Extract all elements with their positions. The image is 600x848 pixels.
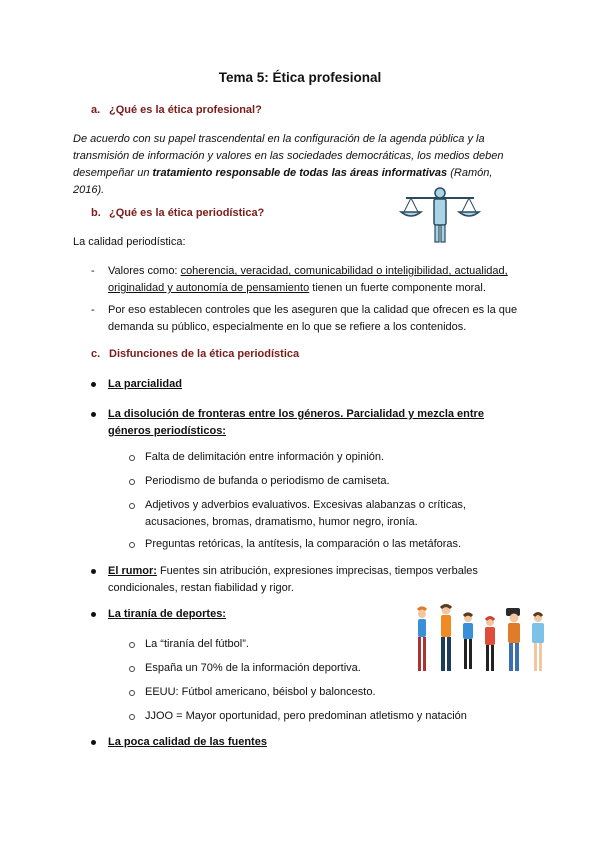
page-title: Tema 5: Ética profesional xyxy=(218,70,382,85)
sub-item: La “tiranía del fútbol”. xyxy=(145,638,249,650)
sub-item: España un 70% de la información deportiva. xyxy=(145,662,361,674)
sub-bullet-circle xyxy=(129,642,135,648)
sub-item xyxy=(145,497,466,531)
dash-item-2 xyxy=(108,302,548,336)
dash-item-1-underline-1: coherencia, veracidad, comunicabilidad o inteligibilidad, actualidad, xyxy=(180,265,508,277)
sub-item-line-1: Adjetivos y adverbios evaluativos. Excesivas alabanzas o críticas, xyxy=(145,499,466,511)
bullet-rumor-head: El rumor: xyxy=(108,565,157,577)
section-b-number: b. xyxy=(91,207,101,219)
sub-item: EEUU: Fútbol americano, béisbol y baloncesto. xyxy=(145,686,376,698)
dash-item-1 xyxy=(108,263,548,297)
bullet-rumor-text: Fuentes sin atribución, expresiones imprecisas, tiempos verbales xyxy=(156,565,478,577)
dash-marker-1: - xyxy=(91,265,95,277)
sub-item: JJOO = Mayor oportunidad, pero predominan atletismo y natación xyxy=(145,710,467,722)
intro-line-3 xyxy=(73,165,553,182)
bullet-disolucion-line-2: géneros periodísticos: xyxy=(108,425,226,437)
sub-item: Periodismo de bufanda o periodismo de camiseta. xyxy=(145,475,390,487)
bullet-tirania: La tiranía de deportes: xyxy=(108,608,226,620)
bullet-dot xyxy=(91,382,96,387)
section-b-label: ¿Qué es la ética periodística? xyxy=(109,207,265,219)
dash-item-2-line-1: Por eso establecen controles que les aseguren que la calidad que ofrecen es la que xyxy=(108,304,518,316)
intro-bold-phrase: tratamiento responsable de todas las áreas informativas xyxy=(152,167,448,179)
intro-line-3-pre: desempeñar un xyxy=(73,167,153,179)
sub-item: Preguntas retóricas, la antítesis, la comparación o las metáforas. xyxy=(145,538,462,550)
dash-item-2-line-2: demanda su público, especialmente en lo que se refiere a los contenidos. xyxy=(108,321,467,333)
calidad-label: La calidad periodística: xyxy=(73,236,186,248)
sub-bullet-circle xyxy=(129,690,135,696)
dash-marker-2: - xyxy=(91,304,95,316)
sub-bullet-circle xyxy=(129,503,135,509)
bullet-disolucion xyxy=(108,406,548,440)
bullet-fuentes: La poca calidad de las fuentes xyxy=(108,736,267,748)
bullet-parcialidad: La parcialidad xyxy=(108,378,182,390)
bullet-dot xyxy=(91,612,96,617)
bullet-rumor-line-1 xyxy=(108,563,548,580)
section-a-number: a. xyxy=(91,104,101,116)
bullet-dot xyxy=(91,740,96,745)
section-c-label: Disfunciones de la ética periodística xyxy=(109,348,300,360)
sub-bullet-circle xyxy=(129,455,135,461)
intro-line-3-post: (Ramón, xyxy=(447,167,493,179)
intro-line-1: De acuerdo con su papel trascendental en la configuración de la agenda pública y la xyxy=(73,133,485,145)
sub-bullet-circle xyxy=(129,666,135,672)
section-a-label: ¿Qué es la ética profesional? xyxy=(109,104,262,116)
dash-item-1-line-2 xyxy=(108,280,548,297)
dash-item-1-underline-2: originalidad y autonomía de pensamiento xyxy=(108,282,310,294)
intro-line-4: 2016). xyxy=(73,184,105,196)
sub-bullet-circle xyxy=(129,714,135,720)
bullet-dot xyxy=(91,412,96,417)
sub-item: Falta de delimitación entre información y opinión. xyxy=(145,451,385,463)
section-c-number: c. xyxy=(91,348,101,360)
journalists-illustration xyxy=(410,604,558,674)
sub-bullet-circle xyxy=(129,479,135,485)
dash-item-1-pre: Valores como: xyxy=(108,265,181,277)
bullet-rumor xyxy=(108,563,548,597)
bullet-disolucion-line-1: La disolución de fronteras entre los géneros. Parcialidad y mezcla entre xyxy=(108,408,484,420)
dash-item-1-post: tienen un fuerte componente moral. xyxy=(309,282,486,294)
section-a-heading xyxy=(91,104,262,116)
bullet-dot xyxy=(91,569,96,574)
section-c-heading xyxy=(91,348,299,360)
bullet-rumor-line-2: condicionales, restan fiabilidad y rigor. xyxy=(108,582,294,594)
intro-line-2: transmisión de información y valores en las sociedades democráticas, los medios deben xyxy=(73,150,504,162)
sub-bullet-circle xyxy=(129,542,135,548)
section-b-heading xyxy=(91,207,264,219)
dash-item-1-line-1 xyxy=(108,263,548,280)
sub-item-line-2: acusaciones, bromas, dramatismo, humor negro, ironía. xyxy=(145,516,418,528)
balance-scale-icon xyxy=(398,186,482,244)
